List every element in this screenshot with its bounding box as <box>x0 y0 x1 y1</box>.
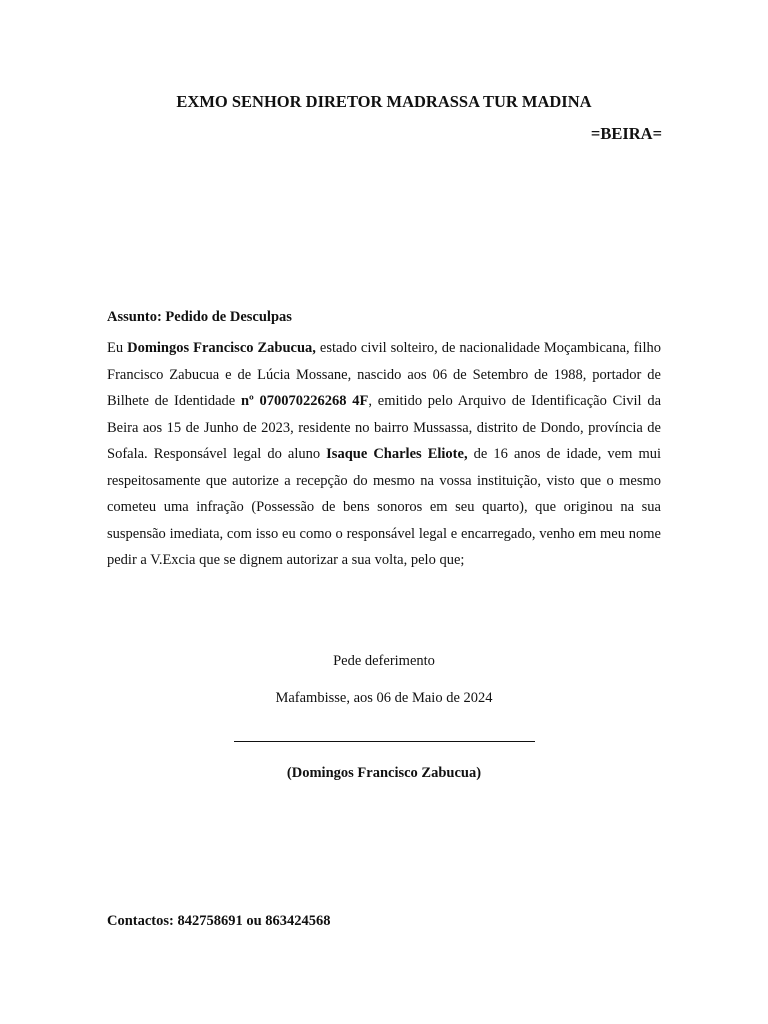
body-part-2: estado civil solteiro, de nacionalidade Moçambicana, filho Francisco Zabucua e de Lúcia Mossane, nascido aos 06 de Setembro de 1988, portador de Bilhete de Identidade <box>107 340 661 409</box>
contacts-line: Contactos: 842758691 ou 863424568 <box>107 913 331 929</box>
body-part-3: , emitido pelo Arquivo de Identificação Civil da Beira aos 15 de Junho de 2023, residente no bairro Mussassa, distrito de Dondo, província de Sofala. Responsável legal do aluno <box>107 393 662 462</box>
id-number: nº 070070226268 4F <box>240 393 369 409</box>
signature-line <box>234 741 535 742</box>
body-part-1: Eu <box>107 340 128 356</box>
recipient-heading: EXMO SENHOR DIRETOR MADRASSA TUR MADINA <box>176 92 592 111</box>
applicant-name: Domingos Francisco Zabucua, <box>127 340 316 356</box>
subject-text: Pedido de Desculpas <box>165 309 292 325</box>
signature-name: (Domingos Francisco Zabucua) <box>286 765 482 781</box>
closing-request: Pede deferimento <box>333 653 435 669</box>
body-part-4: de 16 anos de idade, vem mui respeitosamente que autorize a recepção do mesmo na vossa instituição, visto que o mesmo cometeu uma infração (Possessão de bens sonoros em seu quarto), que originou na sua suspensão imediata, com isso eu como o responsável legal e encarregado, venho em meu nome pedir a V.Excia que se dignem autorizar a sua volta, pelo que; <box>107 446 661 568</box>
letter-body <box>107 335 661 574</box>
student-name: Isaque Charles Eliote, <box>326 446 468 462</box>
city-line: =BEIRA= <box>590 124 662 143</box>
subject-line <box>107 309 292 326</box>
subject-label: Assunto: <box>107 309 162 325</box>
place-date: Mafambisse, aos 06 de Maio de 2024 <box>275 690 493 706</box>
